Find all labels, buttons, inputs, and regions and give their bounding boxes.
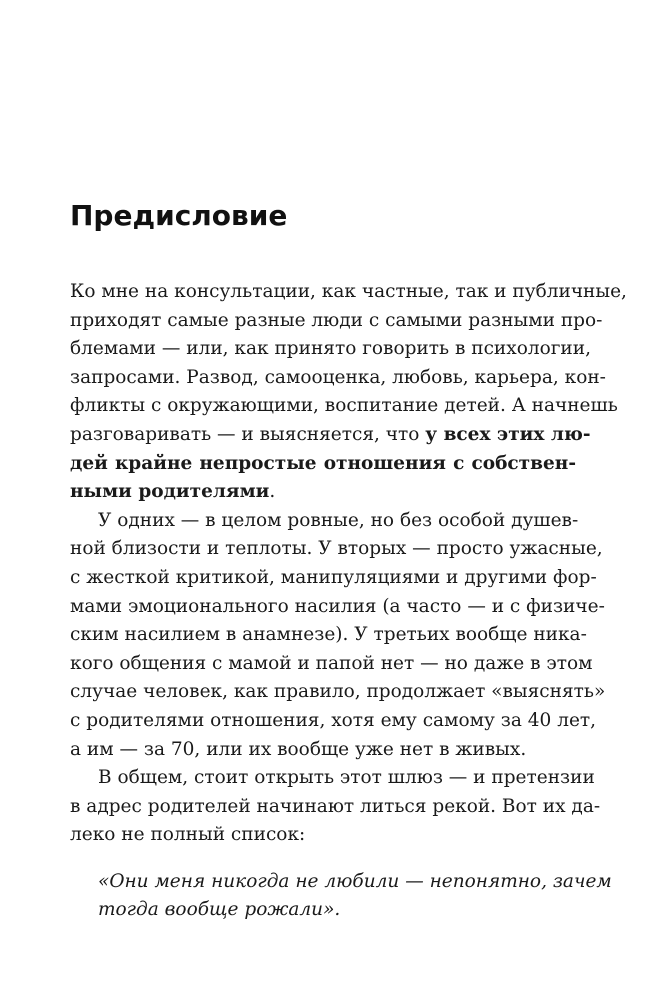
paragraph	[70, 278, 627, 507]
text-line: леко не полный список:	[70, 824, 306, 846]
text-line: блемами — или, как принято говорить в психологии,	[70, 338, 591, 360]
text-segment: разговаривать — и выясняется, что	[70, 423, 426, 445]
text-line: У одних — в целом ровные, но без особой душев-	[98, 509, 579, 531]
text-line: ной близости и теплоты. У вторых — просто ужасные,	[70, 538, 603, 560]
quote	[70, 868, 612, 925]
text-line	[70, 478, 576, 507]
text-line: Ко мне на консультации, как частные, так и публичные,	[70, 281, 627, 302]
emphasis-line: дей крайне непростые отношения с собствен-	[70, 452, 576, 474]
text-line: случае человек, как правило, продолжает «выяснять»	[70, 681, 606, 703]
text-line: В общем, стоит открыть этот шлюз — и претензии	[98, 767, 595, 789]
quote-line: тогда вообще рожали».	[98, 899, 341, 921]
text-line: приходят самые разные люди с самыми разными про-	[70, 309, 603, 331]
paragraph	[70, 764, 601, 850]
page-title: Предисловие	[70, 199, 288, 232]
emphasis-text: у всех этих лю-	[425, 423, 591, 445]
text-line: а им — за 70, или их вообще уже нет в живых.	[70, 738, 527, 760]
text-line: запросами. Развод, самооценка, любовь, карьера, кон-	[70, 366, 606, 388]
text-line: мами эмоционального насилия (а часто — и с физиче-	[70, 595, 605, 617]
body-text	[70, 278, 627, 925]
text-line: ским насилием в анамнезе). У третьих вообще ника-	[70, 624, 587, 646]
quote-line: «Они меня никогда не любили — непонятно, зачем	[98, 870, 612, 892]
text-line: в адрес родителей начинают литься рекой. Вот их да-	[70, 795, 601, 817]
text-line: с родителями отношения, хотя ему самому за 40 лет,	[70, 709, 597, 731]
text-segment: .	[269, 481, 276, 503]
text-line: фликты с окружающими, воспитание детей. А начнешь	[70, 395, 618, 417]
text-line: кого общения с мамой и папой нет — но даже в этом	[70, 652, 593, 674]
emphasis-text: ными родителями	[70, 481, 270, 503]
text-line	[70, 421, 591, 450]
paragraph	[70, 507, 606, 764]
page	[70, 196, 627, 925]
text-line: с жесткой критикой, манипуляциями и другими фор-	[70, 566, 597, 588]
